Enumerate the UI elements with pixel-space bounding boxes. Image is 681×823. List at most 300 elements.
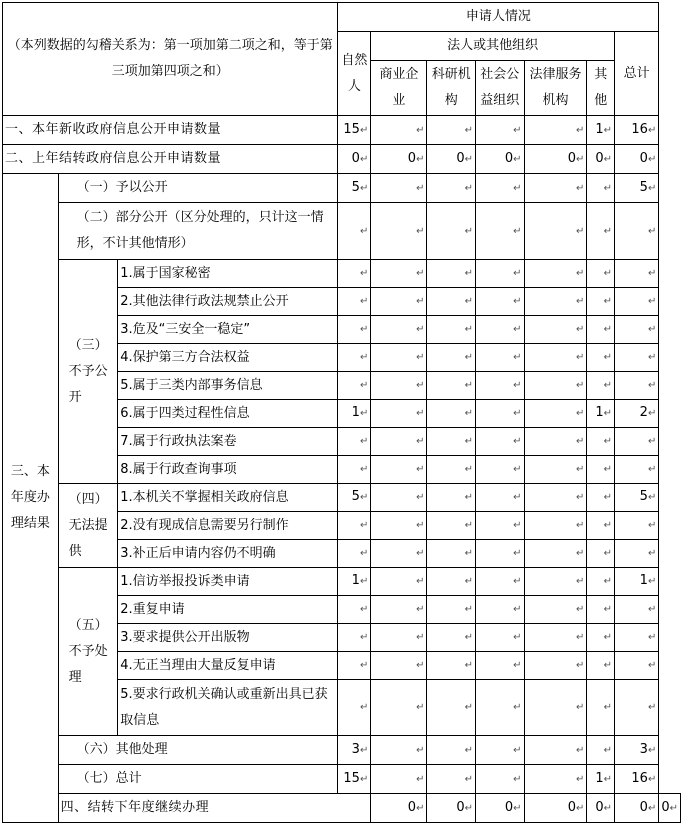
paragraph-mark: ↵	[603, 660, 613, 671]
paragraph-mark: ↵	[464, 604, 474, 615]
cell-value: 15	[343, 121, 360, 137]
cell-value: 5	[351, 179, 360, 195]
total-cell	[615, 203, 659, 260]
paragraph-mark: ↵	[416, 576, 425, 587]
table-row	[3, 794, 681, 823]
commercial-cell	[371, 344, 427, 372]
paragraph-mark: ↵	[603, 408, 613, 419]
legal-service-cell	[524, 512, 587, 540]
research-cell	[427, 624, 476, 652]
research-cell	[427, 288, 476, 316]
paragraph-mark: ↵	[575, 225, 585, 237]
paragraph-mark: ↵	[359, 660, 369, 671]
row-label: 3.补正后申请内容仍不明确	[118, 540, 338, 568]
paragraph-mark: ↵	[575, 660, 585, 671]
info-disclosure-table	[2, 2, 681, 823]
research-cell	[427, 596, 476, 624]
legal-service-cell	[524, 288, 587, 316]
legal-service-header: 法律服务机构	[524, 61, 587, 116]
research-cell	[427, 372, 476, 400]
paragraph-mark: ↵	[647, 408, 657, 419]
row-label: 1.本机关不掌握相关政府信息	[118, 484, 338, 512]
research-cell	[427, 652, 476, 680]
natural-person-cell	[338, 484, 371, 512]
paragraph-mark: ↵	[603, 702, 613, 713]
legal-service-cell	[524, 372, 587, 400]
paragraph-mark: ↵	[464, 408, 474, 419]
cell-value: 0	[567, 150, 576, 166]
legal-service-cell	[524, 145, 587, 174]
commercial-cell	[371, 568, 427, 596]
cell-value: 1	[351, 573, 360, 588]
row-label: 四、结转下年度继续办理	[58, 794, 371, 823]
paragraph-mark: ↵	[464, 153, 474, 165]
commercial-cell	[371, 680, 427, 736]
total-cell	[615, 596, 659, 624]
paragraph-mark: ↵	[647, 604, 657, 615]
other-cell	[587, 174, 615, 203]
social-welfare-cell	[476, 456, 525, 484]
row-label: 6.属于四类过程性信息	[118, 400, 338, 428]
natural-person-cell	[338, 400, 371, 428]
commercial-header: 商业企业	[371, 61, 427, 116]
paragraph-mark: ↵	[603, 520, 613, 531]
natural-person-cell	[338, 203, 371, 260]
paragraph-mark: ↵	[416, 153, 425, 165]
paragraph-mark: ↵	[464, 548, 474, 559]
cell-value: 0	[407, 150, 417, 166]
paragraph-mark: ↵	[647, 632, 657, 643]
research-cell	[427, 765, 476, 794]
paragraph-mark: ↵	[513, 268, 522, 279]
paragraph-mark: ↵	[416, 604, 425, 615]
row-label: 二、上年结转政府信息公开申请数量	[3, 145, 338, 174]
commercial-cell	[371, 203, 427, 260]
total-cell	[615, 456, 659, 484]
natural-person-cell	[338, 288, 371, 316]
social-welfare-cell	[524, 794, 587, 823]
research-cell	[427, 203, 476, 260]
paragraph-mark: ↵	[603, 492, 613, 503]
research-cell	[427, 512, 476, 540]
paragraph-mark: ↵	[513, 702, 522, 713]
paragraph-mark: ↵	[603, 773, 613, 785]
paragraph-mark: ↵	[647, 464, 657, 475]
row-label: 4.保护第三方合法权益	[118, 344, 338, 372]
other-cell	[587, 596, 615, 624]
paragraph-mark: ↵	[575, 802, 585, 814]
paragraph-mark: ↵	[464, 492, 474, 503]
total-header: 总计	[615, 32, 659, 116]
research-cell	[427, 428, 476, 456]
cell-value: 2	[639, 405, 648, 420]
paragraph-mark: ↵	[513, 225, 522, 237]
paragraph-mark: ↵	[513, 380, 522, 391]
paragraph-mark: ↵	[464, 744, 474, 756]
cell-value: 0	[351, 150, 360, 166]
group-4-label: （四）无法提供	[58, 484, 118, 568]
table-row	[3, 174, 681, 203]
paragraph-mark: ↵	[603, 124, 613, 136]
paragraph-mark: ↵	[416, 324, 425, 335]
other-cell	[587, 456, 615, 484]
paragraph-mark: ↵	[513, 324, 522, 335]
paragraph-mark: ↵	[647, 492, 657, 503]
natural-person-cell	[338, 596, 371, 624]
paragraph-mark: ↵	[359, 464, 369, 475]
natural-person-cell	[338, 316, 371, 344]
legal-service-cell	[524, 568, 587, 596]
total-cell	[615, 145, 659, 174]
cell-value: 3	[351, 741, 360, 757]
paragraph-mark: ↵	[359, 436, 369, 447]
cell-value: 0	[567, 799, 576, 815]
paragraph-mark: ↵	[464, 436, 474, 447]
social-welfare-cell	[476, 512, 525, 540]
paragraph-mark: ↵	[575, 464, 585, 475]
other-cell	[587, 400, 615, 428]
other-header: 其他	[587, 61, 615, 116]
paragraph-mark: ↵	[575, 124, 585, 136]
paragraph-mark: ↵	[575, 632, 585, 643]
paragraph-mark: ↵	[464, 380, 474, 391]
social-welfare-cell	[476, 568, 525, 596]
social-welfare-cell	[476, 765, 525, 794]
commercial-cell	[371, 174, 427, 203]
paragraph-mark: ↵	[603, 576, 613, 587]
cell-value: 1	[351, 405, 360, 420]
research-cell	[427, 680, 476, 736]
paragraph-mark: ↵	[513, 604, 522, 615]
commercial-cell	[371, 145, 427, 174]
natural-person-cell	[338, 512, 371, 540]
paragraph-mark: ↵	[603, 296, 613, 307]
paragraph-mark: ↵	[359, 520, 369, 531]
natural-person-header: 自然人	[338, 32, 371, 116]
total-cell	[615, 288, 659, 316]
total-cell	[615, 174, 659, 203]
social-welfare-cell	[476, 624, 525, 652]
paragraph-mark: ↵	[513, 408, 522, 419]
commercial-cell	[371, 260, 427, 288]
paragraph-mark: ↵	[416, 380, 425, 391]
paragraph-mark: ↵	[359, 324, 369, 335]
research-header: 科研机构	[427, 61, 476, 116]
group-5-label: （五）不予处理	[58, 568, 118, 736]
other-cell	[587, 260, 615, 288]
table-row	[3, 568, 681, 596]
table-row	[3, 736, 681, 765]
row-label: （七）总计	[58, 765, 338, 794]
total-cell	[615, 484, 659, 512]
table-row	[3, 116, 681, 145]
cell-value: 0	[456, 799, 465, 815]
total-cell	[615, 680, 659, 736]
paragraph-mark: ↵	[575, 296, 585, 307]
cell-value: 1	[595, 770, 604, 786]
row-label: 1.信访举报投诉类申请	[118, 568, 338, 596]
paragraph-mark: ↵	[647, 225, 657, 237]
natural-person-cell	[338, 260, 371, 288]
total-cell	[615, 400, 659, 428]
commercial-cell	[371, 288, 427, 316]
social-welfare-cell	[476, 680, 525, 736]
natural-person-cell	[338, 736, 371, 765]
paragraph-mark: ↵	[575, 153, 585, 165]
legal-service-cell	[587, 794, 615, 823]
commercial-cell	[427, 794, 476, 823]
paragraph-mark: ↵	[464, 632, 474, 643]
other-cell	[587, 484, 615, 512]
paragraph-mark: ↵	[647, 153, 657, 165]
legal-service-cell	[524, 484, 587, 512]
other-cell	[587, 116, 615, 145]
cell-value: 16	[631, 770, 648, 786]
paragraph-mark: ↵	[416, 408, 425, 419]
paragraph-mark: ↵	[603, 604, 613, 615]
paragraph-mark: ↵	[416, 520, 425, 531]
row-label: 5.要求行政机关确认或重新出具已获取信息	[118, 680, 338, 736]
legal-service-cell	[524, 174, 587, 203]
paragraph-mark: ↵	[513, 773, 522, 785]
other-cell	[587, 145, 615, 174]
social-welfare-cell	[476, 344, 525, 372]
row-label: （二）部分公开（区分处理的，只计这一情形，不计其他情形）	[58, 203, 338, 260]
section-3-label: 三、本年度办理结果	[3, 174, 59, 823]
cell-value: 16	[631, 121, 648, 137]
other-cell	[587, 344, 615, 372]
paragraph-mark: ↵	[359, 744, 369, 756]
cell-value: 0	[407, 799, 417, 815]
paragraph-mark: ↵	[416, 660, 425, 671]
paragraph-mark: ↵	[647, 324, 657, 335]
paragraph-mark: ↵	[575, 436, 585, 447]
paragraph-mark: ↵	[603, 632, 613, 643]
natural-person-cell	[338, 456, 371, 484]
cell-value: 1	[639, 573, 648, 588]
paragraph-mark: ↵	[464, 702, 474, 713]
paragraph-mark: ↵	[513, 296, 522, 307]
paragraph-mark: ↵	[416, 124, 425, 136]
paragraph-mark: ↵	[513, 660, 522, 671]
other-cell	[587, 316, 615, 344]
paragraph-mark: ↵	[464, 182, 474, 194]
paragraph-mark: ↵	[575, 520, 585, 531]
paragraph-mark: ↵	[416, 464, 425, 475]
research-cell	[427, 260, 476, 288]
row-label: 2.重复申请	[118, 596, 338, 624]
paragraph-mark: ↵	[647, 773, 657, 785]
research-cell	[427, 400, 476, 428]
social-welfare-cell	[476, 316, 525, 344]
other-cell	[587, 203, 615, 260]
cell-value: 3	[639, 741, 648, 757]
paragraph-mark: ↵	[647, 548, 657, 559]
cell-value: 5	[639, 179, 648, 195]
paragraph-mark: ↵	[647, 802, 657, 814]
paragraph-mark: ↵	[603, 548, 613, 559]
paragraph-mark: ↵	[647, 520, 657, 531]
total-cell	[659, 794, 681, 823]
social-welfare-cell	[476, 174, 525, 203]
paragraph-mark: ↵	[464, 225, 474, 237]
natural-person-cell	[338, 174, 371, 203]
commercial-cell	[371, 652, 427, 680]
paragraph-mark: ↵	[359, 408, 369, 419]
paragraph-mark: ↵	[359, 352, 369, 363]
row-label: 3.危及“三安全一稳定”	[118, 316, 338, 344]
paragraph-mark: ↵	[416, 268, 425, 279]
research-cell	[427, 145, 476, 174]
commercial-cell	[371, 316, 427, 344]
cell-value: 0	[595, 799, 604, 815]
paragraph-mark: ↵	[359, 380, 369, 391]
row-label: 一、本年新收政府信息公开申请数量	[3, 116, 338, 145]
social-welfare-cell	[476, 400, 525, 428]
paragraph-mark: ↵	[603, 182, 613, 194]
natural-person-cell	[338, 372, 371, 400]
header-note: （本列数据的勾稽关系为：第一项加第二项之和，等于第三项加第四项之和）	[3, 3, 338, 116]
paragraph-mark: ↵	[513, 182, 522, 194]
row-label: 1.属于国家秘密	[118, 260, 338, 288]
total-cell	[615, 260, 659, 288]
paragraph-mark: ↵	[513, 576, 522, 587]
row-label: 4.无正当理由大量反复申请	[118, 652, 338, 680]
research-cell	[427, 456, 476, 484]
paragraph-mark: ↵	[647, 352, 657, 363]
paragraph-mark: ↵	[359, 225, 369, 237]
legal-service-cell	[524, 456, 587, 484]
natural-person-cell	[338, 680, 371, 736]
natural-person-cell	[338, 540, 371, 568]
paragraph-mark: ↵	[647, 124, 657, 136]
paragraph-mark: ↵	[513, 352, 522, 363]
natural-person-cell	[338, 652, 371, 680]
paragraph-mark: ↵	[603, 436, 613, 447]
legal-service-cell	[524, 680, 587, 736]
cell-value: 0	[595, 150, 604, 166]
paragraph-mark: ↵	[464, 324, 474, 335]
paragraph-mark: ↵	[513, 744, 522, 756]
paragraph-mark: ↵	[464, 352, 474, 363]
social-welfare-cell	[476, 260, 525, 288]
paragraph-mark: ↵	[416, 744, 425, 756]
research-cell	[427, 116, 476, 145]
paragraph-mark: ↵	[575, 773, 585, 785]
paragraph-mark: ↵	[464, 802, 474, 814]
social-welfare-header: 社会公益组织	[476, 61, 525, 116]
table-row	[3, 203, 681, 260]
other-cell	[587, 624, 615, 652]
paragraph-mark: ↵	[603, 324, 613, 335]
paragraph-mark: ↵	[416, 352, 425, 363]
paragraph-mark: ↵	[416, 773, 425, 785]
row-label: 2.其他法律行政法规禁止公开	[118, 288, 338, 316]
research-cell	[427, 344, 476, 372]
research-cell	[427, 568, 476, 596]
commercial-cell	[371, 765, 427, 794]
paragraph-mark: ↵	[359, 296, 369, 307]
paragraph-mark: ↵	[575, 352, 585, 363]
paragraph-mark: ↵	[575, 182, 585, 194]
paragraph-mark: ↵	[513, 548, 522, 559]
social-welfare-cell	[476, 428, 525, 456]
total-cell	[615, 116, 659, 145]
natural-person-cell	[371, 794, 427, 823]
paragraph-mark: ↵	[513, 464, 522, 475]
paragraph-mark: ↵	[647, 744, 657, 756]
paragraph-mark: ↵	[513, 436, 522, 447]
commercial-cell	[371, 372, 427, 400]
legal-service-cell	[524, 203, 587, 260]
paragraph-mark: ↵	[359, 773, 369, 785]
other-cell	[587, 652, 615, 680]
legal-service-cell	[524, 428, 587, 456]
row-label: （六）其他处理	[58, 736, 338, 765]
cell-value: 1	[595, 405, 604, 420]
table-row	[3, 484, 681, 512]
paragraph-mark: ↵	[464, 576, 474, 587]
paragraph-mark: ↵	[603, 225, 613, 237]
paragraph-mark: ↵	[416, 296, 425, 307]
social-welfare-cell	[476, 736, 525, 765]
total-cell	[615, 344, 659, 372]
paragraph-mark: ↵	[416, 492, 425, 503]
social-welfare-cell	[476, 372, 525, 400]
natural-person-cell	[338, 116, 371, 145]
natural-person-cell	[338, 344, 371, 372]
social-welfare-cell	[476, 145, 525, 174]
paragraph-mark: ↵	[647, 660, 657, 671]
total-cell	[615, 512, 659, 540]
paragraph-mark: ↵	[647, 576, 657, 587]
research-cell	[476, 794, 525, 823]
paragraph-mark: ↵	[603, 802, 613, 814]
paragraph-mark: ↵	[464, 268, 474, 279]
total-cell	[615, 624, 659, 652]
paragraph-mark: ↵	[513, 153, 522, 165]
paragraph-mark: ↵	[359, 576, 369, 587]
paragraph-mark: ↵	[359, 604, 369, 615]
table-row	[3, 145, 681, 174]
row-label: 3.要求提供公开出版物	[118, 624, 338, 652]
paragraph-mark: ↵	[647, 296, 657, 307]
commercial-cell	[371, 428, 427, 456]
total-cell	[615, 372, 659, 400]
legal-service-cell	[524, 116, 587, 145]
legal-service-cell	[524, 344, 587, 372]
research-cell	[427, 540, 476, 568]
other-cell	[587, 765, 615, 794]
paragraph-mark: ↵	[603, 153, 613, 165]
other-cell	[587, 680, 615, 736]
total-cell	[615, 765, 659, 794]
paragraph-mark: ↵	[603, 380, 613, 391]
other-cell	[587, 288, 615, 316]
row-label: （一）予以公开	[58, 174, 338, 203]
paragraph-mark: ↵	[416, 225, 425, 237]
natural-person-cell	[338, 568, 371, 596]
total-cell	[615, 652, 659, 680]
group-3-label: （三）不予公开	[58, 260, 118, 484]
social-welfare-cell	[476, 540, 525, 568]
legal-service-cell	[524, 736, 587, 765]
paragraph-mark: ↵	[575, 548, 585, 559]
other-cell	[587, 540, 615, 568]
legal-service-cell	[524, 316, 587, 344]
cell-value: 0	[661, 799, 670, 815]
table-row	[3, 260, 681, 288]
